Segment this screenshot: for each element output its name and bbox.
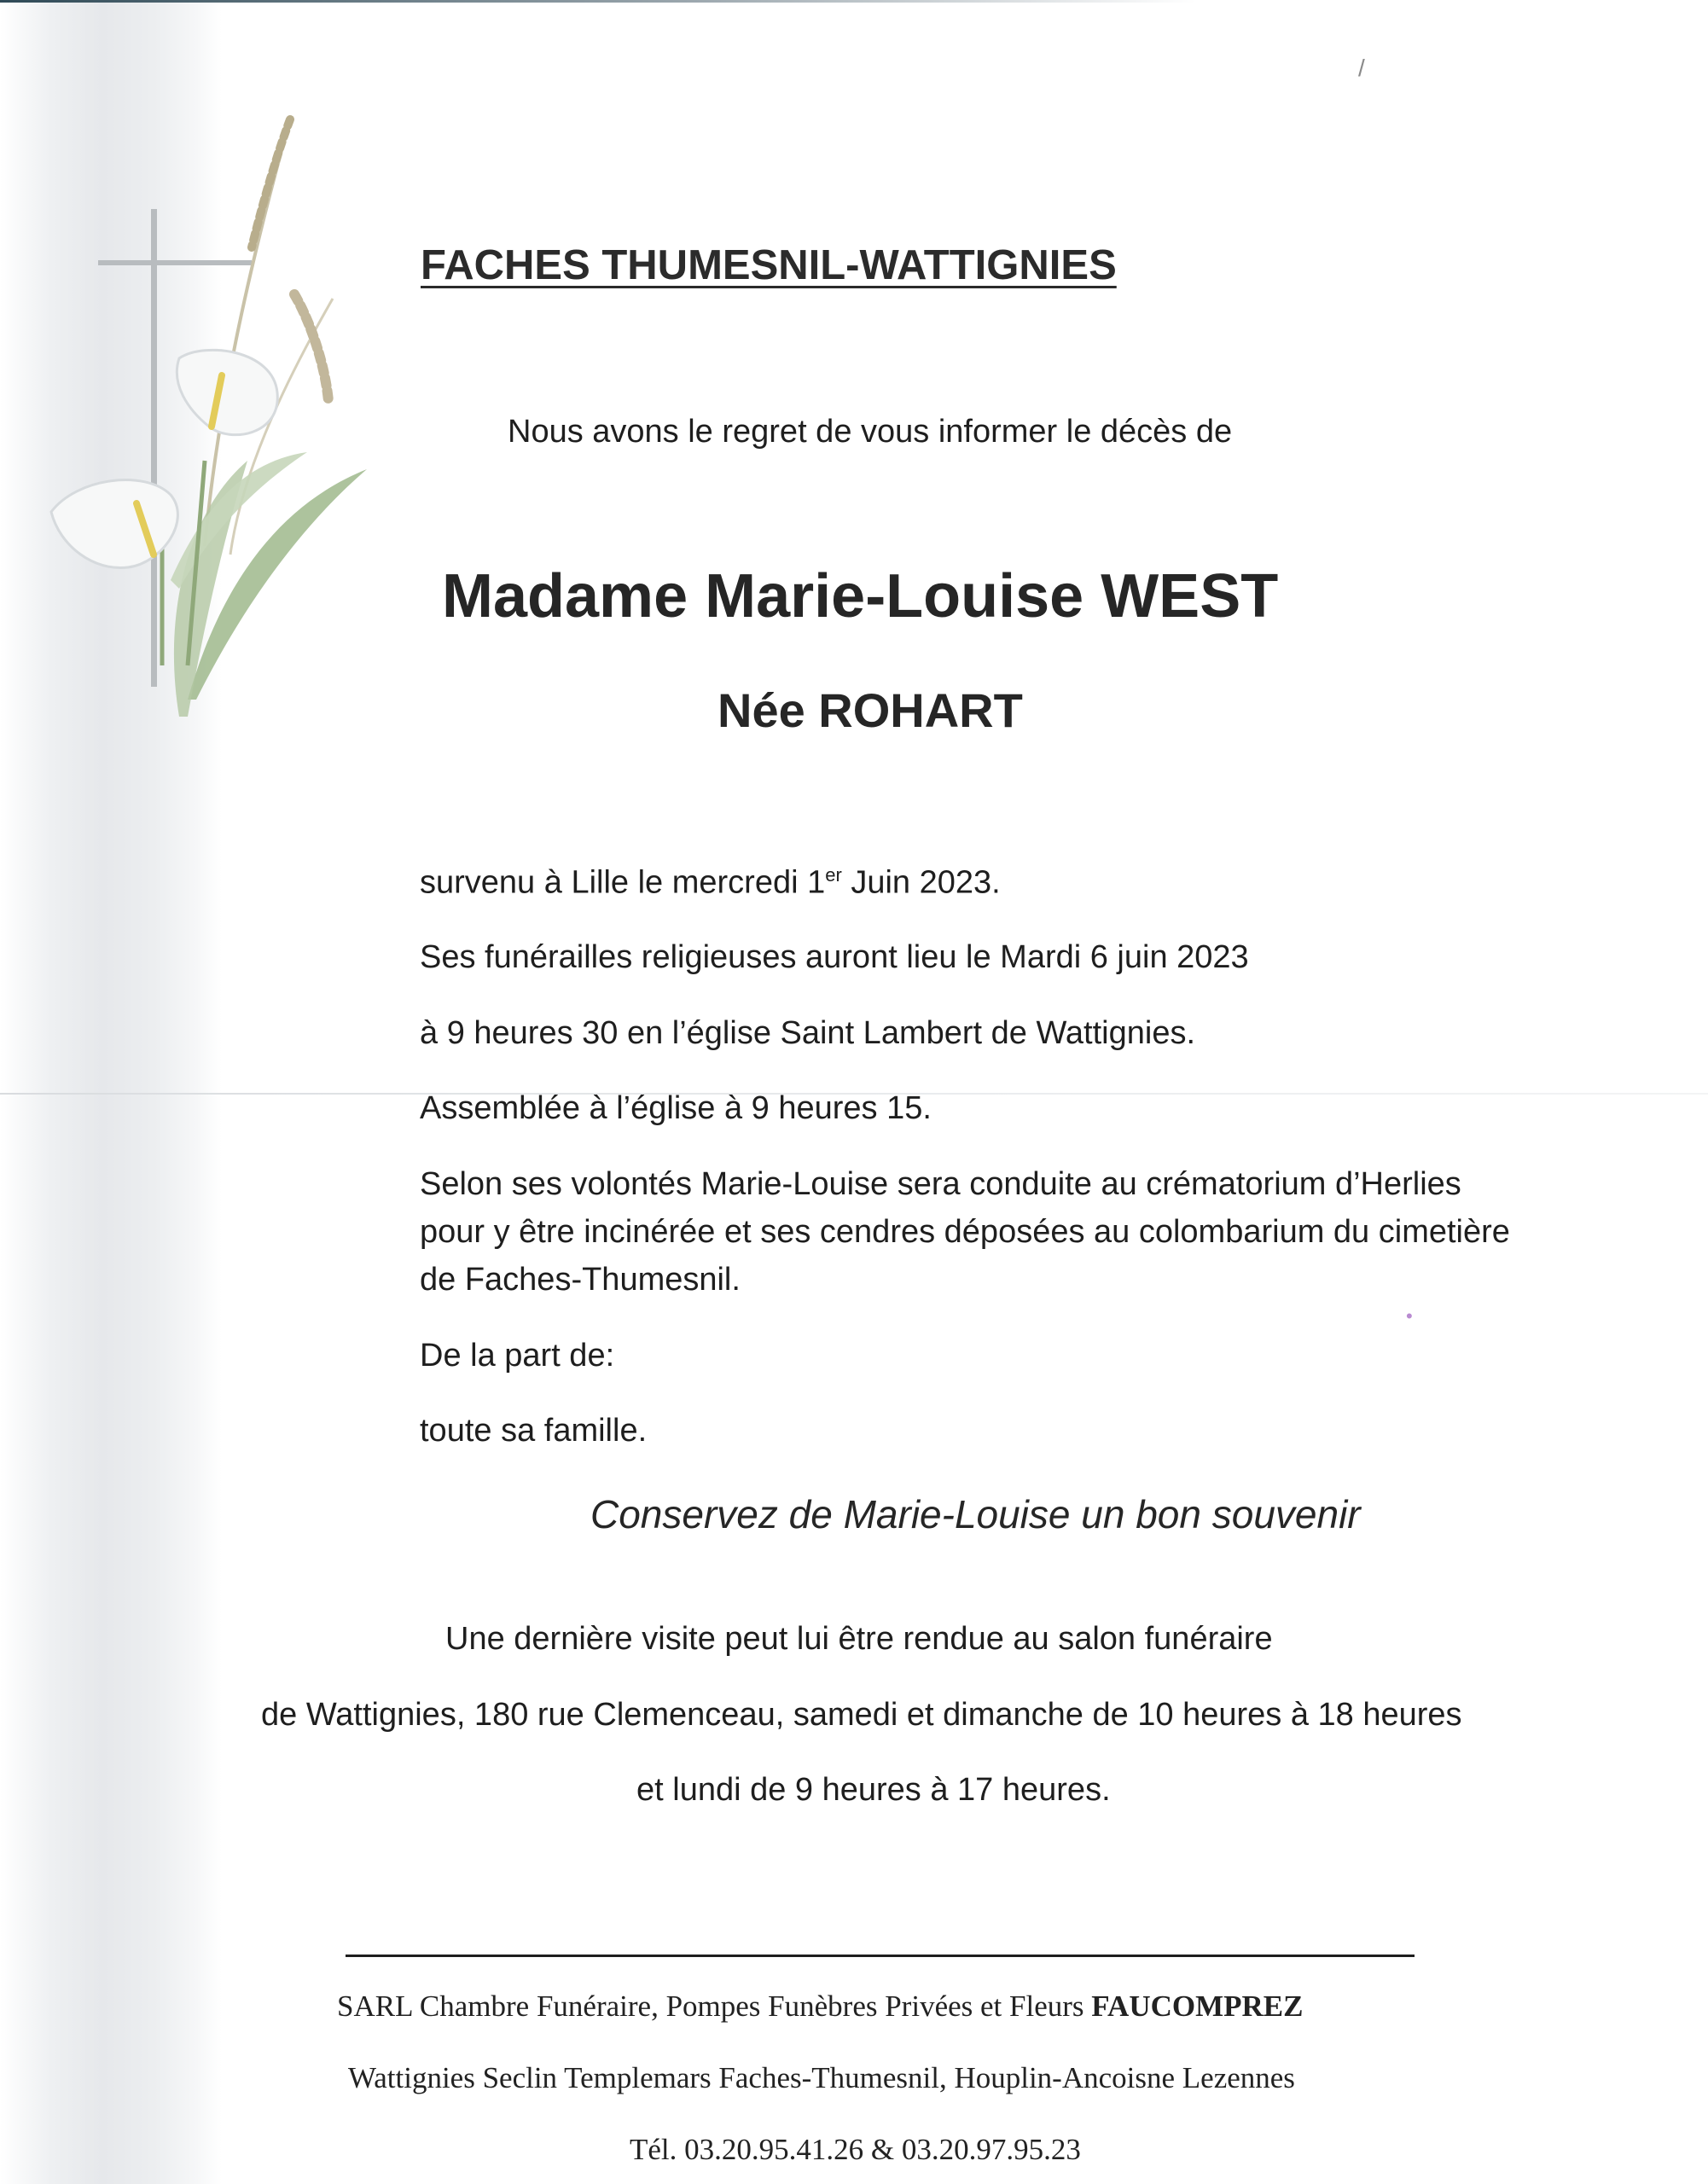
funeral-line-2: à 9 heures 30 en l’église Saint Lambert de Wattignies.	[420, 1015, 1196, 1051]
top-edge-line	[0, 0, 1708, 3]
cross-and-calla-lily-illustration	[34, 102, 375, 751]
death-notice-line	[420, 864, 1001, 902]
footer-phone: Tél. 03.20.95.41.26 & 03.20.97.95.23	[630, 2133, 1081, 2166]
memorial-quote: Conservez de Marie-Louise un bon souvenir	[590, 1492, 1361, 1536]
cross-vertical-bar	[151, 209, 157, 687]
ordinal-superscript: er	[825, 864, 842, 886]
visit-line-2: de Wattignies, 180 rue Clemenceau, samedi et dimanche de 10 heures à 18 heures	[261, 1697, 1462, 1733]
wishes-line-2: pour y être incinérée et ses cendres déposées au colombarium du cimetière	[420, 1214, 1510, 1250]
from-family: toute sa famille.	[420, 1413, 648, 1449]
from-label: De la part de:	[420, 1338, 615, 1374]
footer-separator	[346, 1955, 1415, 1957]
death-date-suffix: Juin 2023.	[841, 864, 1001, 901]
company-name: FAUCOMPREZ	[1091, 1989, 1304, 2023]
intro-text: Nous avons le regret de vous informer le décès de	[508, 414, 1233, 450]
footer-towns: Wattignies Seclin Templemars Faches-Thumesnil, Houplin-Ancoisne Lezennes	[348, 2061, 1295, 2094]
document-heading: FACHES THUMESNIL-WATTIGNIES	[421, 242, 1117, 288]
visit-line-3: et lundi de 9 heures à 17 heures.	[636, 1772, 1111, 1808]
funeral-line-1: Ses funérailles religieuses auront lieu le Mardi 6 juin 2023	[420, 939, 1249, 975]
death-date-prefix: survenu à Lille le mercredi 1	[420, 864, 826, 901]
calla-lily-upper	[177, 350, 277, 434]
maiden-name: Née ROHART	[717, 683, 1023, 737]
company-description: SARL Chambre Funéraire, Pompes Funèbres Privées et Fleurs	[337, 1989, 1092, 2023]
assembly-line: Assemblée à l’église à 9 heures 15.	[420, 1090, 932, 1126]
footer-company	[337, 1989, 1303, 2024]
pen-mark: /	[1358, 55, 1365, 81]
calla-lily-lower	[51, 480, 177, 568]
cross-horizontal-bar	[98, 260, 252, 265]
wishes-line-3: de Faches-Thumesnil.	[420, 1262, 741, 1298]
visit-line-1: Une dernière visite peut lui être rendue au salon funéraire	[445, 1621, 1273, 1657]
ink-speck: •	[1406, 1305, 1413, 1327]
wishes-line-1: Selon ses volontés Marie-Louise sera conduite au crématorium d’Herlies	[420, 1166, 1461, 1202]
deceased-name: Madame Marie-Louise WEST	[442, 562, 1279, 630]
